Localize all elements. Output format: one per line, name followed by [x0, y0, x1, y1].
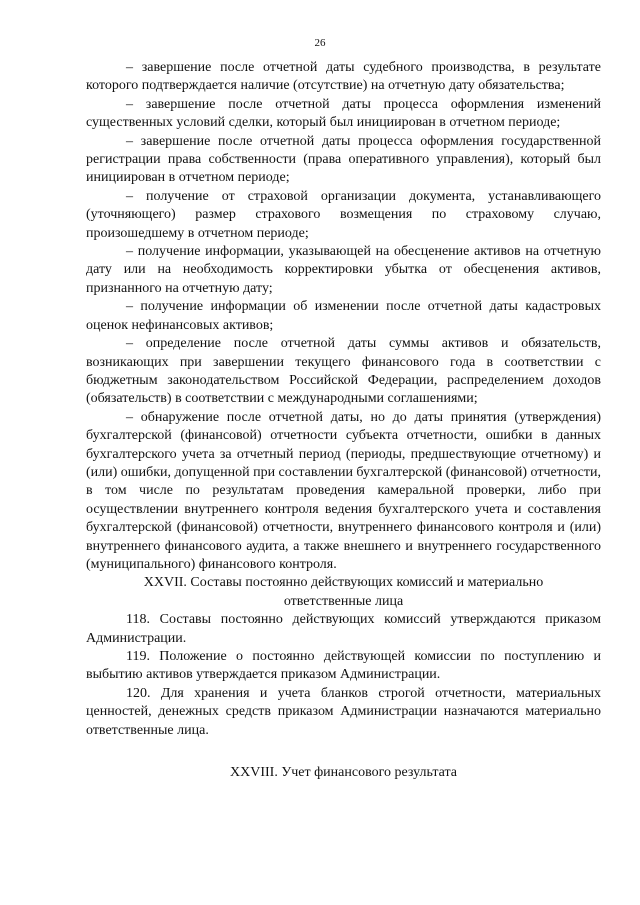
list-item: – завершение после отчетной даты процесса оформления государственной регистрации права собственности (права оперативного управления), который был инициирован в отчетном периоде;: [86, 133, 601, 186]
paragraph: 119. Положение о постоянно действующей комиссии по поступлению и выбытию активов утверждается приказом Администрации.: [86, 649, 601, 683]
list-item: – обнаружение после отчетной даты, но до даты принятия (утверждения) бухгалтерской (финансовой) отчетности субъекта отчетности, ошибки в данных бухгалтерского учета за отчетный период (периоды, предшествующие отчетному) и (или) ошибки, допущенной при составлении бухгалтерской (финансовой) отчетности, в том числе по результатам проведения камеральной проверки, либо при осуществлении внутреннего контроля ведения бухгалтерского учета и составления бухгалтерской (финансовой) отчетности, внутреннего финансового контроля и (или) внутреннего финансового аудита, а также внешнего и внутреннего государственного (муниципального) финансового контроля.: [86, 409, 601, 572]
list-item: – завершение после отчетной даты процесса оформления изменений существенных условий сделки, который был инициирован в отчетном периоде;: [86, 96, 601, 131]
paragraph: 118. Составы постоянно действующих комиссий утверждаются приказом Администрации.: [86, 612, 601, 646]
list-item: – получение от страховой организации документа, устанавливающего (уточняющего) размер страхового возмещения по страховому случаю, произошедшему в отчетном периоде;: [86, 188, 601, 241]
list-item: – получение информации об изменении после отчетной даты кадастровых оценок нефинансовых активов;: [86, 299, 601, 333]
list-item: – определение после отчетной даты суммы активов и обязательств, возникающих при завершении текущего финансового года в соответствии с бюджетным законодательством Российской Федерации, распределением доходов (обязательств) в соответствии с международными соглашениями;: [86, 336, 601, 407]
list-item: – завершение после отчетной даты судебного производства, в результате которого подтверждается наличие (отсутствие) на отчетную дату обязательства;: [86, 60, 601, 94]
section-heading: XXVIII. Учет финансового результата: [230, 765, 457, 781]
section-heading: XXVII. Составы постоянно действующих комиссий и материально ответственные лица: [143, 575, 544, 609]
page-number: 26: [314, 37, 326, 49]
paragraph: 120. Для хранения и учета бланков строгой отчетности, материальных ценностей, денежных средств приказом Администрации назначаются материально ответственные лица.: [86, 685, 601, 738]
document-body: [86, 59, 601, 782]
list-item: – получение информации, указывающей на обесценение активов на отчетную дату или на необходимость корректировки убытка от обесценения активов, признанного на отчетную дату;: [86, 244, 601, 296]
